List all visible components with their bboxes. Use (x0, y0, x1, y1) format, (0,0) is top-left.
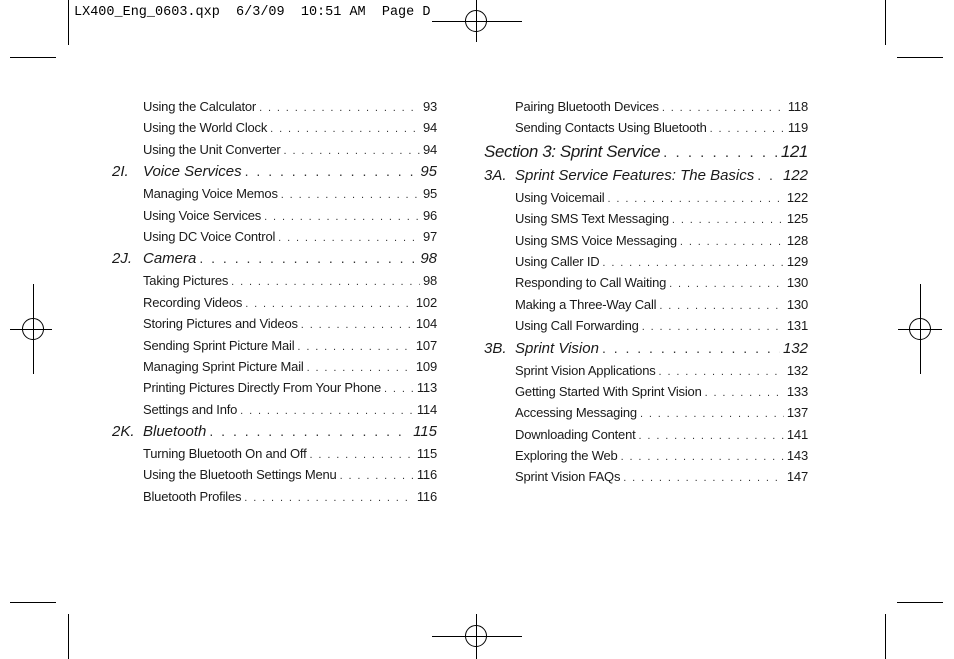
toc-page-number: 116 (416, 488, 437, 504)
crop-mark (10, 602, 56, 603)
toc-page-number: 113 (416, 380, 437, 396)
toc-title: Sending Sprint Picture Mail (143, 337, 295, 353)
registration-circle (909, 318, 931, 340)
dot-leader (270, 119, 420, 138)
toc-chapter-number: 2J. (112, 250, 133, 268)
dot-leader (757, 164, 780, 187)
toc-entry[interactable] (112, 443, 437, 464)
dot-leader (710, 119, 785, 138)
toc-entry[interactable] (484, 381, 808, 402)
registration-circle (465, 10, 487, 32)
toc-title: Using SMS Text Messaging (515, 211, 669, 227)
toc-page-number: 128 (786, 232, 808, 248)
dot-leader (245, 294, 413, 313)
toc-title: Using SMS Voice Messaging (515, 232, 677, 248)
slug-page: Page D (381, 5, 431, 20)
dot-leader (621, 447, 784, 466)
toc-page-number: 122 (782, 166, 808, 184)
toc-page-number: 130 (786, 296, 808, 312)
toc-page-number: 122 (786, 189, 808, 205)
toc-title: Section 3: Sprint Service (484, 141, 661, 161)
toc-title: Responding to Call Waiting (515, 275, 667, 291)
dot-leader (297, 337, 413, 356)
toc-title: Sprint Service Features: The Basics (515, 166, 755, 184)
toc-title: Using the World Clock (143, 120, 268, 136)
dot-leader (659, 362, 784, 381)
crop-mark (897, 602, 943, 603)
toc-page-number: 109 (415, 358, 437, 374)
toc-title: Printing Pictures Directly From Your Phone (143, 380, 381, 396)
toc-page-number: 96 (422, 207, 437, 223)
toc-title-group (484, 164, 754, 187)
toc-entry[interactable] (112, 399, 437, 420)
dot-leader (259, 98, 420, 117)
toc-title: Taking Pictures (143, 273, 229, 289)
toc-page-number: 133 (786, 383, 808, 399)
dot-leader (659, 296, 784, 315)
dot-leader (705, 383, 784, 402)
toc-title: Using the Bluetooth Settings Menu (143, 467, 337, 483)
toc-page-number: 94 (422, 120, 437, 136)
toc-chapter-number: 2K. (112, 423, 135, 441)
toc-title: Managing Voice Memos (143, 186, 278, 202)
toc-title: Sprint Vision Applications (515, 362, 656, 378)
toc-entry[interactable] (484, 96, 808, 117)
crop-mark (10, 57, 56, 58)
toc-entry[interactable] (112, 292, 437, 313)
print-slug (74, 5, 430, 20)
toc-page-number: 130 (786, 275, 808, 291)
toc-entry[interactable] (112, 356, 437, 377)
toc-title: Using Voice Services (143, 207, 262, 223)
toc-page-number: 97 (422, 228, 437, 244)
toc-title: Using Voicemail (515, 189, 605, 205)
dot-leader (278, 228, 420, 247)
dot-leader (639, 426, 784, 445)
toc-title: Using Call Forwarding (515, 318, 639, 334)
dot-leader (281, 185, 420, 204)
toc-title: Settings and Info (143, 401, 238, 417)
toc-entry[interactable] (484, 402, 808, 423)
toc-page-number: 104 (415, 316, 437, 332)
dot-leader (640, 404, 784, 423)
crop-mark (897, 57, 943, 58)
crop-mark (68, 614, 69, 659)
toc-page-number: 102 (415, 294, 437, 310)
toc-page-number: 143 (786, 448, 808, 464)
toc-title: Sprint Vision FAQs (515, 469, 621, 485)
dot-leader (264, 207, 420, 226)
toc-entry[interactable] (484, 230, 808, 251)
toc-page-number: 94 (422, 141, 437, 157)
dot-leader (642, 317, 784, 336)
crop-mark (885, 0, 886, 45)
toc-page-number: 115 (416, 446, 437, 462)
toc-entry[interactable] (484, 424, 808, 445)
toc-title: Using the Calculator (143, 99, 257, 114)
toc-entry[interactable] (484, 251, 808, 272)
toc-entry[interactable] (112, 205, 437, 226)
toc-title: Sprint Vision (515, 339, 599, 357)
toc-entry[interactable] (112, 270, 437, 291)
toc-entry[interactable] (484, 187, 808, 208)
toc-entry[interactable] (112, 96, 437, 117)
toc-entry[interactable] (112, 117, 437, 138)
dot-leader (672, 210, 784, 229)
toc-page-number: 147 (786, 469, 808, 485)
toc-title-group (112, 160, 242, 183)
dot-leader (669, 274, 784, 293)
toc-page-number: 131 (786, 318, 808, 334)
dot-leader (680, 232, 784, 251)
toc-title: Sending Contacts Using Bluetooth (515, 120, 707, 136)
dot-leader (245, 160, 418, 183)
toc-entry[interactable] (112, 486, 437, 507)
dot-leader (240, 401, 414, 420)
slug-file: LX400_Eng_0603.qxp (74, 5, 220, 20)
dot-leader (662, 98, 785, 117)
dot-leader (199, 247, 417, 270)
toc-entry[interactable] (112, 377, 437, 398)
toc-chapter-number: 3B. (484, 339, 507, 357)
toc-title: Voice Services (143, 163, 242, 181)
dot-leader (310, 445, 414, 464)
dot-leader (384, 379, 414, 398)
toc-page-number: 141 (786, 426, 808, 442)
toc-title: Using Caller ID (515, 253, 600, 269)
toc-page-number: 98 (420, 250, 437, 268)
toc-left-column (112, 96, 437, 507)
toc-title: Pairing Bluetooth Devices (515, 99, 659, 114)
dot-leader (663, 140, 778, 164)
toc-title-group (112, 420, 206, 443)
toc-page-number: 137 (786, 405, 808, 421)
toc-entry[interactable] (112, 183, 437, 204)
toc-chapter-heading[interactable] (484, 164, 808, 187)
toc-page-number: 95 (422, 186, 437, 202)
toc-entry[interactable] (484, 272, 808, 293)
dot-leader (231, 272, 420, 291)
toc-entry[interactable] (484, 445, 808, 466)
toc-page-number: 132 (786, 362, 808, 378)
toc-page-number: 119 (787, 120, 808, 136)
toc-page-number: 93 (422, 99, 437, 114)
toc-title: Camera (143, 250, 197, 268)
dot-leader (209, 420, 410, 443)
toc-title: Bluetooth (143, 423, 207, 441)
toc-entry[interactable] (484, 315, 808, 336)
toc-title-group (112, 247, 196, 270)
toc-page-number: 116 (416, 467, 437, 483)
toc-title: Accessing Messaging (515, 405, 637, 421)
toc-title: Using DC Voice Control (143, 228, 276, 244)
crop-mark (885, 614, 886, 659)
dot-leader (602, 337, 780, 360)
toc-title: Downloading Content (515, 426, 636, 442)
dot-leader (602, 253, 783, 272)
dot-leader (307, 358, 413, 377)
toc-page-number: 129 (786, 253, 808, 269)
toc-entry[interactable] (112, 464, 437, 485)
crop-mark (68, 0, 69, 45)
registration-circle (22, 318, 44, 340)
toc-chapter-heading[interactable] (484, 337, 808, 360)
toc-chapter-number: 3A. (484, 166, 507, 184)
toc-page-number: 98 (422, 273, 437, 289)
toc-entry[interactable] (112, 139, 437, 160)
toc-title: Storing Pictures and Videos (143, 316, 298, 332)
toc-page-number: 132 (782, 339, 808, 357)
dot-leader (623, 468, 784, 487)
toc-section-heading[interactable] (484, 139, 808, 164)
slug-date: 6/3/09 (236, 5, 285, 20)
toc-entry[interactable] (484, 294, 808, 315)
toc-title: Managing Sprint Picture Mail (143, 358, 304, 374)
toc-title: Exploring the Web (515, 448, 618, 464)
toc-page-number: 118 (787, 99, 808, 114)
toc-title: Getting Started With Sprint Vision (515, 383, 702, 399)
toc-title-group (484, 337, 599, 360)
toc-entry[interactable] (484, 208, 808, 229)
toc-chapter-heading[interactable] (112, 160, 437, 183)
toc-entry[interactable] (112, 226, 437, 247)
toc-entry[interactable] (112, 335, 437, 356)
toc-chapter-number: 2I. (112, 163, 129, 181)
toc-entry[interactable] (112, 313, 437, 334)
toc-entry[interactable] (484, 117, 808, 138)
dot-leader (284, 141, 420, 160)
toc-title: Turning Bluetooth On and Off (143, 446, 307, 462)
toc-page-number: 115 (413, 423, 437, 441)
toc-entry[interactable] (484, 466, 808, 487)
dot-leader (301, 315, 413, 334)
slug-time: 10:51 AM (300, 5, 366, 20)
toc-title: Bluetooth Profiles (143, 488, 242, 504)
toc-entry[interactable] (484, 360, 808, 381)
toc-right-column (484, 96, 808, 488)
toc-page-number: 121 (780, 141, 808, 161)
registration-circle (465, 625, 487, 647)
toc-title: Using the Unit Converter (143, 141, 281, 157)
toc-title: Making a Three-Way Call (515, 296, 657, 312)
toc-page-number: 114 (416, 401, 437, 417)
toc-page-number: 107 (415, 337, 437, 353)
toc-chapter-heading[interactable] (112, 420, 437, 443)
dot-leader (608, 189, 784, 208)
toc-title: Recording Videos (143, 294, 243, 310)
dot-leader (340, 466, 414, 485)
dot-leader (244, 488, 414, 507)
toc-page-number: 125 (786, 211, 808, 227)
toc-page-number: 95 (420, 163, 437, 181)
toc-chapter-heading[interactable] (112, 247, 437, 270)
